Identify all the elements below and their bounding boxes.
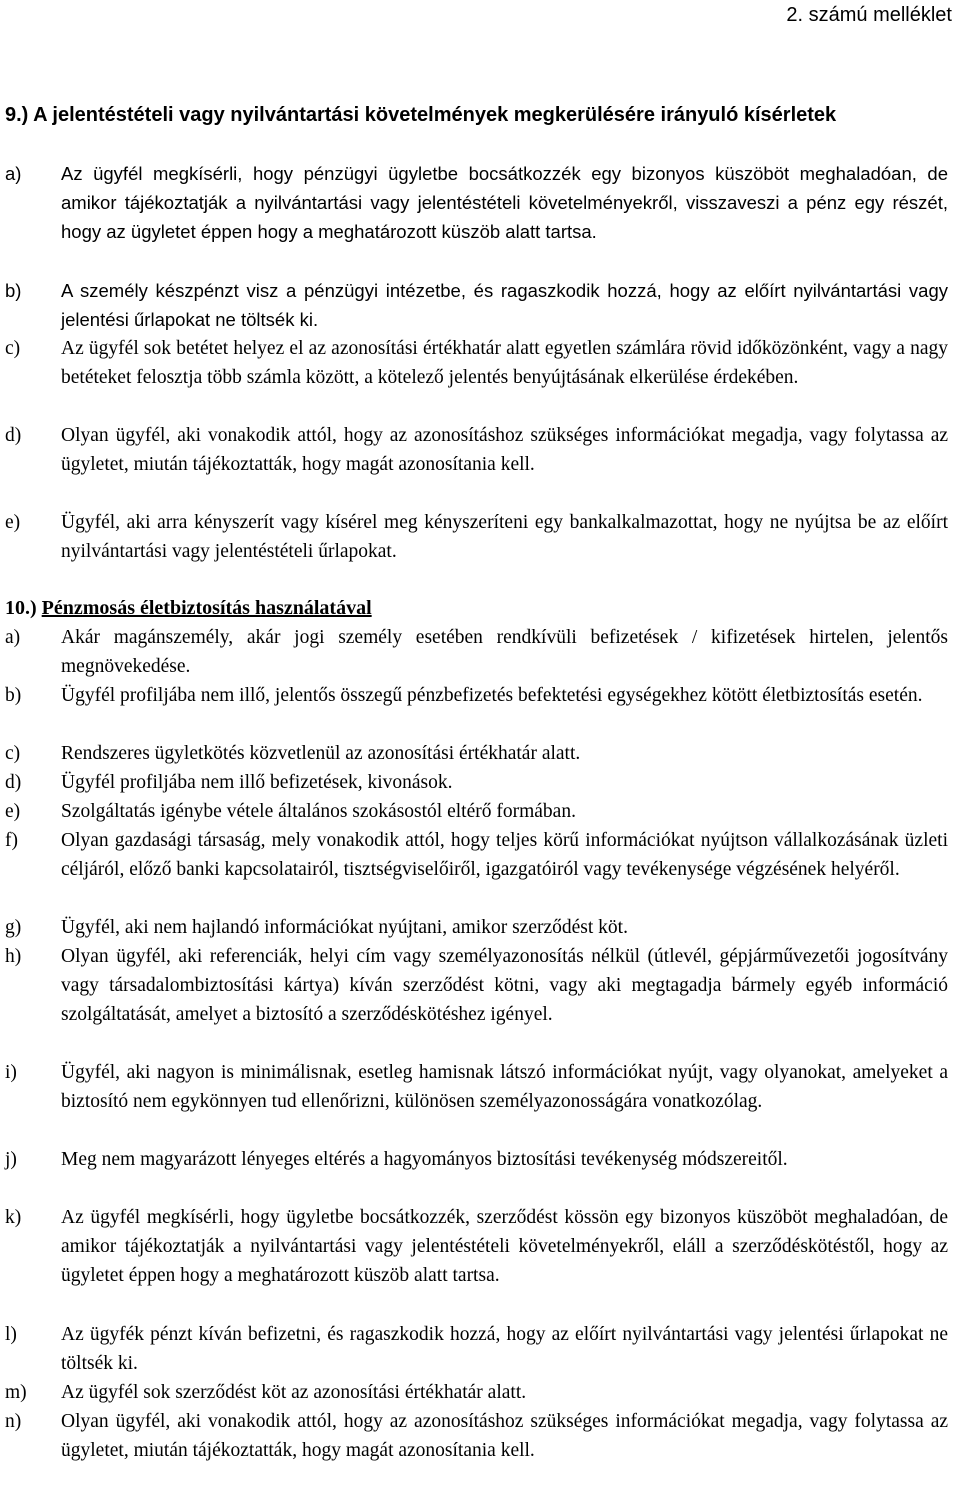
section-10-item-e — [5, 797, 948, 826]
section-9-item-e — [5, 508, 948, 566]
item-text: Az ügyfél megkísérli, hogy ügyletbe bocsátkozzék, szerződést kössön egy bizonyos küszöböt meghaladóan, de amikor tájékoztatják a nyilvántartási vagy jelentéstételi követelményekről, eláll a szerződéskötéstől, hogy az ügyletet éppen hogy a meghatározott küszöb alatt tartsa. — [61, 1207, 948, 1286]
item-label: a) — [5, 627, 21, 648]
item-label: d) — [5, 772, 22, 793]
item-label: e) — [5, 512, 21, 533]
section-10-item-d — [5, 768, 948, 797]
item-text: Olyan ügyfél, aki vonakodik attól, hogy az azonosításhoz szükséges információkat megadja, vagy folytassa az ügyletet, miután tájékoztatták, hogy magát azonosítania kell. — [61, 1411, 948, 1461]
item-text: A személy készpénzt visz a pénzügyi intézetbe, és ragaszkodik hozzá, hogy az előírt nyilvántartási vagy jelentési űrlapokat ne töltsék ki. — [61, 280, 948, 330]
section-9-item-a — [5, 159, 948, 246]
section-10-item-c — [5, 739, 948, 768]
section-10-item-k — [5, 1203, 948, 1290]
item-text: Olyan ügyfél, aki referenciák, helyi cím vagy személyazonosítás nélkül (útlevél, gépjárművezetői jogosítvány vagy társadalombiztosítási kártya) kíván szerződést kötni, vagy aki megtagadja bármely egyéb információ szolgáltatását, amelyet a biztosító a szerződéskötéshez igényel. — [61, 946, 948, 1025]
section-10-item-f — [5, 826, 948, 884]
item-text: Olyan ügyfél, aki vonakodik attól, hogy az azonosításhoz szükséges információkat megadja, vagy folytassa az ügyletet, miután tájékoztatták, hogy magát azonosítania kell. — [61, 425, 948, 475]
item-text: Akár magánszemély, akár jogi személy esetében rendkívüli befizetések / kifizetések hirtelen, jelentős megnövekedése. — [61, 627, 948, 677]
section-9-item-b — [5, 276, 948, 334]
item-label: f) — [5, 830, 18, 851]
item-label: h) — [5, 946, 22, 967]
section-10-item-n — [5, 1407, 948, 1465]
item-text: Ügyfél profiljába nem illő befizetések, kivonások. — [61, 772, 453, 793]
item-text: Az ügyfél sok betétet helyez el az azonosítási értékhatár alatt egyetlen számlára rövid időközönként, vagy a nagy betéteket felosztja több számla között, a kötelező jelentés benyújtásának elkerülése érdekében. — [61, 338, 948, 388]
item-label: n) — [5, 1411, 22, 1432]
section-10-item-b — [5, 681, 948, 710]
item-label: m) — [5, 1382, 27, 1403]
item-label: i) — [5, 1062, 17, 1083]
item-text: Ügyfél, aki arra kényszerít vagy kísérel meg kényszeríteni egy bankalkalmazottat, hogy ne nyújtsa be az előírt nyilvántartási vagy jelentéstételi űrlapokat. — [61, 512, 948, 562]
item-label: k) — [5, 1207, 22, 1228]
item-text: Szolgáltatás igénybe vétele általános szokásostól eltérő formában. — [61, 801, 576, 822]
annex-label: 2. számú melléklet — [786, 4, 952, 26]
item-label: d) — [5, 425, 22, 446]
item-label: b) — [5, 280, 22, 301]
item-text: Olyan gazdasági társaság, mely vonakodik attól, hogy teljes körű információkat nyújtson vállalkozásának üzleti céljáról, előző banki kapcsolatairól, tisztségviselőiről, igazgatóiról vagy tevékenysége végzésének helyéről. — [61, 830, 948, 880]
item-label: j) — [5, 1149, 17, 1170]
section-10-title: Pénzmosás életbiztosítás használatával — [41, 597, 372, 619]
item-label: e) — [5, 801, 21, 822]
item-text: Az ügyfék pénzt kíván befizetni, és ragaszkodik hozzá, hogy az előírt nyilvántartási vagy jelentési űrlapokat ne töltsék ki. — [61, 1324, 948, 1374]
item-text: Az ügyfél megkísérli, hogy pénzügyi ügyletbe bocsátkozzék egy bizonyos küszöböt meghaladóan, de amikor tájékoztatják a nyilvántartási vagy jelentéstételi követelményekről, visszaveszi a pénz egy részét, hogy az ügyletet éppen hogy a meghatározott küszöb alatt tartsa. — [61, 163, 948, 242]
item-text: Ügyfél profiljába nem illő, jelentős összegű pénzbefizetés befektetési egységekhez kötött életbiztosítás esetén. — [61, 685, 923, 706]
section-10-number: 10.) — [5, 597, 37, 619]
item-text: Ügyfél, aki nem hajlandó információkat nyújtani, amikor szerződést köt. — [61, 917, 628, 938]
item-text: Ügyfél, aki nagyon is minimálisnak, esetleg hamisnak látszó információkat nyújt, vagy olyanokat, amelyeket a biztosító nem egykönnyen tud ellenőrizni, különösen személyazonosságára vonatkozólag. — [61, 1062, 948, 1112]
item-label: b) — [5, 685, 22, 706]
section-10-item-a — [5, 623, 948, 681]
section-10-item-i — [5, 1058, 948, 1116]
section-10-item-l — [5, 1320, 948, 1378]
item-label: c) — [5, 338, 21, 359]
item-text: Meg nem magyarázott lényeges eltérés a hagyományos biztosítási tevékenység módszereitől. — [61, 1149, 788, 1170]
section-9-item-d — [5, 421, 948, 479]
item-text: Az ügyfél sok szerződést köt az azonosítási értékhatár alatt. — [61, 1382, 527, 1403]
section-10-item-m — [5, 1378, 948, 1407]
item-label: a) — [5, 163, 22, 184]
section-10-item-g — [5, 913, 948, 942]
item-text: Rendszeres ügyletkötés közvetlenül az azonosítási értékhatár alatt. — [61, 743, 581, 764]
section-10-item-h — [5, 942, 948, 1029]
section-10-heading — [5, 594, 372, 623]
section-10-item-j — [5, 1145, 948, 1174]
item-label: l) — [5, 1324, 17, 1345]
section-9-heading: 9.) A jelentéstételi vagy nyilvántartási követelmények megkerülésére irányuló kísérletek — [5, 104, 837, 126]
item-label: g) — [5, 917, 22, 938]
section-9-item-c — [5, 334, 948, 392]
item-label: c) — [5, 743, 21, 764]
